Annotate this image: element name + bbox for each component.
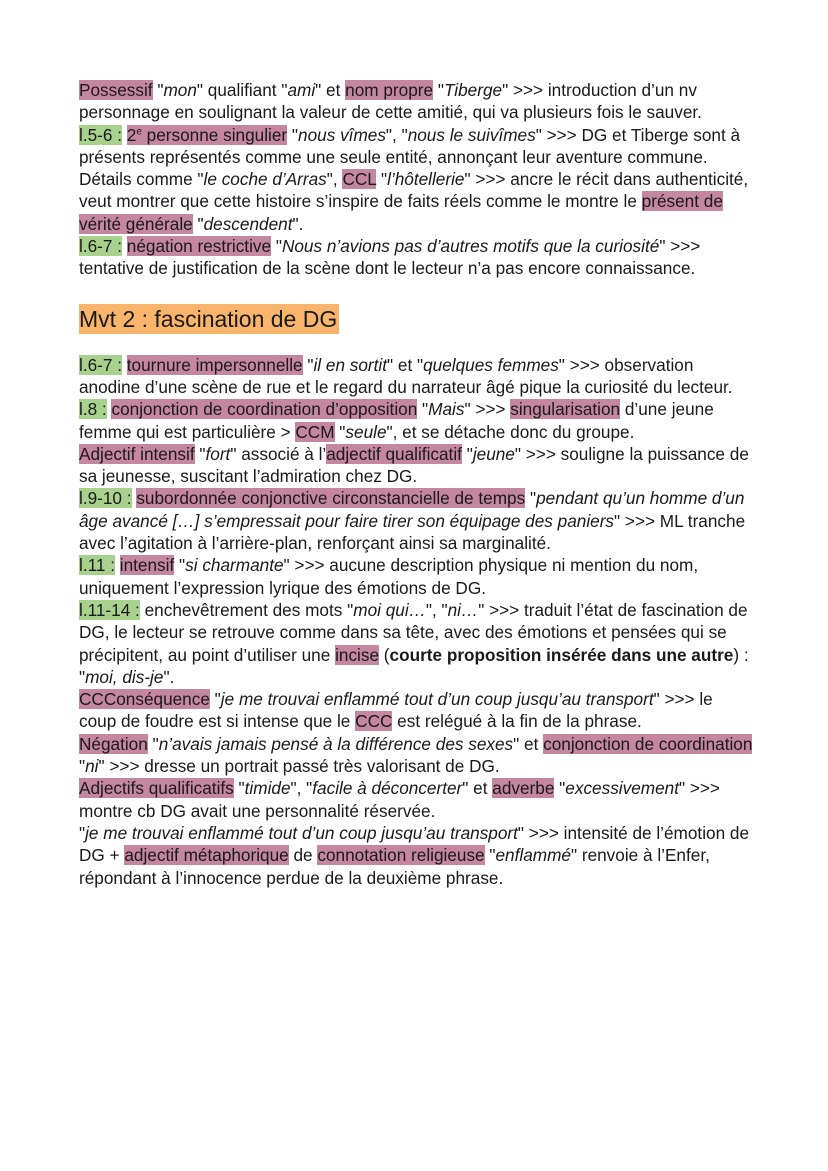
quote: timide [244, 778, 291, 799]
text: d’une jeune femme qui est particulière > [79, 399, 714, 442]
line-ref: l.11-14 : [79, 599, 140, 620]
text: " et [462, 778, 493, 799]
text: " >>> intensité de l’émotion de DG + [79, 822, 750, 866]
term-tournure-impersonnelle: tournure impersonnelle [126, 354, 303, 375]
paragraph-l11-14 [79, 599, 754, 688]
text: ( [379, 644, 390, 665]
quote: nous le suivîmes [407, 124, 536, 145]
term-adjectif-intensif: Adjectif intensif [79, 443, 195, 464]
quote: pendant qu’un homme d’un âge avancé […] s’empressait pour faire tirer son équipage des paniers [79, 488, 745, 531]
text: " >>> le coup de foudre est si intense que le [79, 689, 713, 732]
text: " [194, 443, 206, 464]
text: " [525, 488, 537, 509]
text: ", et se détache donc du groupe. [386, 421, 635, 442]
text: " [192, 213, 204, 234]
term-connotation-religieuse: connotation religieuse [317, 845, 485, 866]
term-adjectif-metaphorique: adjectif métaphorique [124, 845, 289, 866]
line-ref: l.9-10 : [79, 488, 132, 509]
quote: moi, dis-je [85, 666, 164, 687]
term-present-verite: présent de vérité générale [79, 191, 723, 234]
term-adjectif-qualificatif: adjectif qualificatif [326, 443, 462, 464]
term-negation: Négation [79, 733, 148, 754]
text: " >>> montre cb DG avait une personnalité réservée. [79, 778, 720, 821]
term-subordonnee: subordonnée conjonctive circonstancielle de temps [136, 488, 526, 509]
text: enchevêtrement des mots " [139, 599, 354, 620]
term-ccc: CCC [355, 711, 393, 732]
text: " [334, 421, 346, 442]
quote: l’hôtellerie [387, 169, 465, 190]
text: ) : " [79, 644, 749, 687]
text: " >>> ML tranche avec l’agitation à l’arrière-plan, renforçant ainsi sa marginalité. [79, 510, 746, 554]
text: " [79, 822, 86, 843]
term-incise: incise [335, 644, 380, 665]
term-conjonction-coordination: conjonction de coordination [543, 733, 753, 754]
text: " >>> souligne la puissance de sa jeunesse, suscitant l’admiration chez DG. [79, 443, 749, 487]
line-ref: l.11 : [79, 555, 115, 576]
line-ref: l.5-6 : [79, 124, 122, 145]
text: ", " [290, 778, 313, 799]
quote: je me trouvai enflammé tout d’un coup jusqu’au transport [85, 822, 518, 843]
quote: mon [163, 80, 197, 100]
text: " >>> ancre le récit dans authenticité, veut montrer que cette histoire s’inspire de faits réels comme le montre le [79, 169, 749, 212]
text: " [271, 236, 282, 257]
text: " >>> tentative de justification de la scène dont le lecteur n’a pas encore connaissance. [79, 236, 701, 279]
term-personne [127, 125, 287, 145]
term-intensif: intensif [119, 555, 175, 576]
paragraph-negation [79, 733, 754, 778]
line-ref: l.8 : [79, 399, 107, 420]
paragraph-l11 [79, 554, 754, 599]
text: ". [292, 213, 304, 234]
text: Détails comme " [79, 169, 204, 190]
text: " [484, 845, 496, 866]
text: " [376, 169, 388, 190]
term-possessif: Possessif [79, 80, 153, 100]
text: " >>> traduit l’état de fascination de DG, le lecteur se retrouve comme dans sa tête, avec des émotions et pensées qui se précipitent, au point d’utiliser une [79, 599, 748, 665]
text: " [461, 443, 473, 464]
text: ", " [385, 124, 408, 145]
quote: si charmante [185, 555, 284, 576]
text: " [302, 354, 314, 375]
text: " et " [387, 354, 424, 375]
paragraph-l6-7-negation [79, 235, 754, 280]
paragraph-l8 [79, 398, 754, 443]
quote: moi qui… [353, 599, 426, 620]
quote: enflammé [495, 845, 571, 866]
paragraph-l5-6 [79, 124, 754, 169]
term-adjectifs-qualificatifs: Adjectifs qualificatifs [79, 778, 234, 799]
text: " associé à l’ [230, 443, 327, 464]
quote: descendent [203, 213, 293, 234]
text: " [287, 124, 299, 145]
paragraph-details [79, 168, 754, 235]
text: " >>> introduction d’un nv personnage en soulignant la valeur de cette amitié, qui va plusieurs fois le sauver. [79, 80, 702, 123]
text: " [417, 399, 429, 420]
quote: n’avais jamais pensé à la différence des sexes [158, 733, 514, 754]
document-page [79, 79, 754, 889]
term-singularisation: singularisation [510, 399, 621, 420]
text: " >>> [464, 399, 511, 420]
text: " >>> dresse un portrait passé très valorisant de DG. [98, 756, 500, 777]
text: 2 [126, 124, 137, 145]
paragraph-l6-7-tournure [79, 354, 754, 399]
quote: Nous n’avions pas d’autres motifs que la curiosité [281, 236, 660, 257]
quote: ni… [447, 599, 479, 620]
quote: ami [287, 80, 316, 100]
text: " [233, 778, 245, 799]
text: " renvoie à l’Enfer, répondant à l’innocence perdue de la deuxième phrase. [79, 845, 710, 888]
text: " >>> aucune description physique ni mention du nom, uniquement l’expression lyrique des émotions de DG. [79, 555, 699, 598]
term-ccl: CCL [342, 169, 377, 190]
quote: Tiberge [443, 80, 503, 100]
line-ref: l.6-7 : [79, 354, 122, 375]
section-title: Mvt 2 : fascination de DG [79, 305, 338, 332]
term-nom-propre: nom propre [345, 80, 434, 100]
text: " >>> DG et Tiberge sont à présents représentés comme une seule entité, annonçant leur aventure commune. [79, 124, 741, 167]
quote: Mais [428, 399, 465, 420]
text: " [174, 555, 186, 576]
term-negation-restrictive: négation restrictive [126, 236, 272, 257]
text: ", [326, 169, 343, 190]
term-ccm: CCM [295, 421, 335, 442]
text: personne singulier [141, 124, 288, 145]
term-conjonction-opposition: conjonction de coordination d’opposition [111, 399, 418, 420]
text: de [288, 845, 318, 866]
quote: facile à déconcerter [312, 778, 463, 799]
quote: seule [345, 421, 387, 442]
quote: jeune [472, 443, 515, 464]
term-ccconsequence: CCConséquence [79, 689, 210, 710]
text: ". [163, 666, 175, 687]
quote: je me trouvai enflammé tout d’un coup jusqu’au transport [220, 689, 654, 710]
text: " [433, 80, 444, 100]
text: " >>> observation anodine d’une scène de rue et le regard du narrateur âgé pique la curiosité du lecteur. [79, 354, 733, 397]
line-ref: l.6-7 : [79, 236, 122, 257]
quote: fort [205, 443, 231, 464]
quote: quelques femmes [423, 354, 559, 375]
quote: excessivement [565, 778, 679, 799]
paragraph-adjectif-intensif [79, 443, 754, 488]
text: " et [315, 80, 346, 100]
paragraph-ccconsequence [79, 688, 754, 733]
text: ", " [425, 599, 448, 620]
text: " [152, 80, 164, 100]
quote: il en sortit [313, 354, 388, 375]
section-heading-wrapper [79, 304, 754, 334]
paragraph-adjectifs-qualificatifs [79, 777, 754, 822]
quote: nous vîmes [298, 124, 386, 145]
paragraph-enflamme [79, 822, 754, 889]
term-adverbe: adverbe [492, 778, 555, 799]
text: " [147, 733, 159, 754]
text: e [136, 125, 142, 137]
text: " [209, 689, 221, 710]
quote: le coche d’Arras [203, 169, 327, 190]
text: " [79, 756, 86, 777]
definition: courte proposition insérée dans une autre [389, 644, 734, 665]
text: " [554, 778, 566, 799]
paragraph-l9-10 [79, 487, 754, 554]
text: " et [513, 733, 544, 754]
quote: ni [85, 756, 99, 777]
text: " qualifiant " [196, 80, 288, 100]
paragraph-possessif [79, 79, 754, 124]
text: est relégué à la fin de la phrase. [392, 711, 642, 732]
